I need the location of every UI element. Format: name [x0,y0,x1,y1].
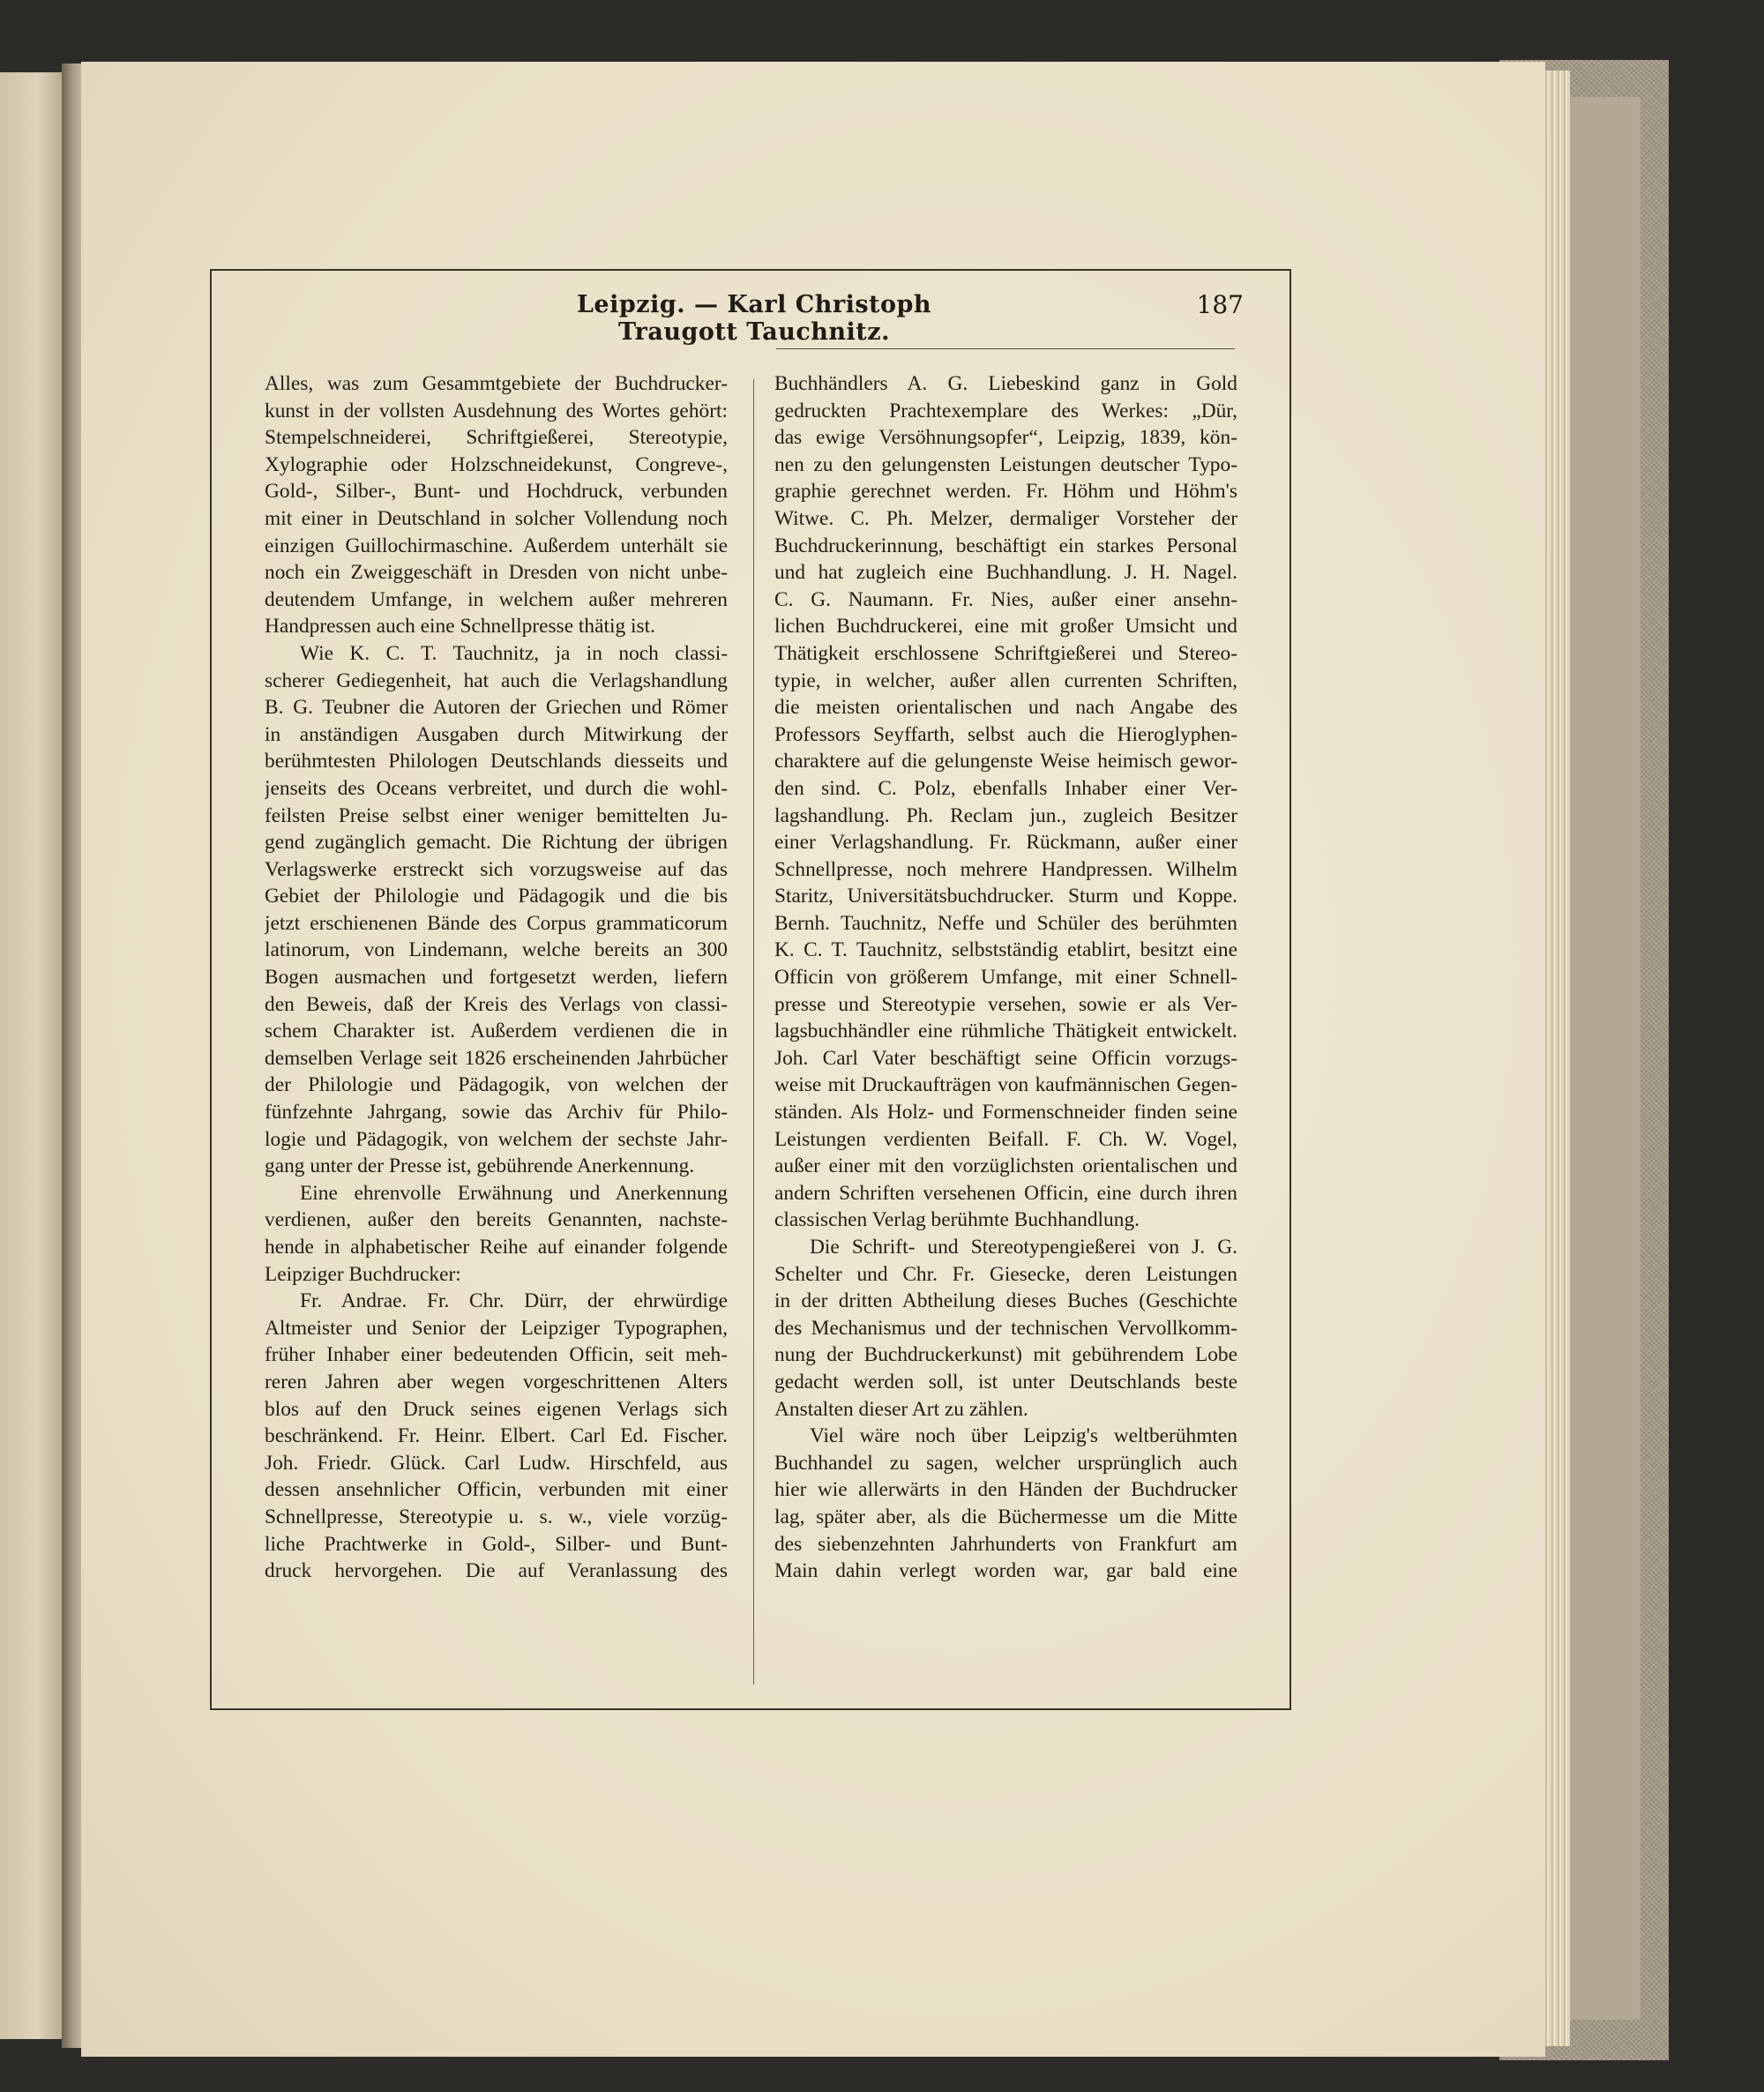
text-line: druck hervorgehen. Die auf Veranlassung des [265,1559,728,1583]
text-line: einer Verlagshandlung. Fr. Rückmann, außer einer [774,831,1237,855]
text-line: lichen Buchdruckerei, eine mit großer Umsicht und [774,615,1237,639]
text-line: Professors Seyffarth, selbst auch die Hieroglyphen- [774,722,1237,746]
text-line: gedruckten Prachtexemplare des Werkes: „Dür, [774,399,1237,422]
text-line: B. G. Teubner die Autoren der Griechen und Römer [265,696,728,720]
header-rule [776,348,1235,349]
text-line: scherer Gediegenheit, hat auch die Verlagshandlung [265,669,728,692]
text-line: Thätigkeit erschlossene Schriftgießerei und Stereo- [774,641,1237,665]
text-line: einzigen Guillochirmaschine. Außerdem unterhält sie [265,534,728,557]
book-cover-board [1561,97,1641,2020]
text-line: verdienen, außer den bereits Genannten, nachste- [265,1208,728,1232]
running-head: Leipzig. — Karl Christoph Traugott Tauchnitz. [576,291,932,346]
text-line: der Philologie und Pädagogik, von welchen der [265,1073,728,1097]
text-line: Anstalten dieser Art zu zählen. [774,1397,1028,1421]
text-line: beschränkend. Fr. Heinr. Elbert. Carl Ed. Fischer. [265,1424,728,1448]
text-line: demselben Verlage seit 1826 erscheinenden Jahrbücher [265,1046,728,1070]
text-line: Handpressen auch eine Schnellpresse thätig ist. [265,615,655,639]
text-line: weise mit Druckaufträgen von kaufmännischen Gegen- [774,1073,1237,1097]
text-line: Schnellpresse, noch mehrere Handpressen. Wilhelm [774,857,1237,881]
text-line: nen zu den gelungensten Leistungen deutscher Typo- [774,452,1237,476]
text-line: hier wie allerwärts in den Händen der Buchdrucker [774,1478,1237,1502]
column-divider [753,379,754,1685]
text-line: Die Schrift- und Stereotypengießerei von J. G. [810,1236,1237,1259]
text-line: in der dritten Abtheilung dieses Buches (Geschichte [774,1289,1237,1313]
text-line: jenseits des Oceans verbreitet, und durch die wohl- [265,776,728,800]
page-number: 187 [1196,290,1244,319]
text-line: Gold-, Silber-, Bunt- und Hochdruck, verbunden [265,480,728,504]
text-line: charaktere auf die gelungenste Weise heimisch gewor- [774,750,1237,773]
text-line: Staritz, Universitätsbuchdrucker. Sturm und Koppe. [774,885,1237,908]
text-line: des siebenzehnten Jahrhunderts von Frankfurt am [774,1532,1237,1556]
text-line: blos auf den Druck seines eigenen Verlags sich [265,1397,728,1421]
text-line: das ewige Versöhnungsopfer“, Leipzig, 1839, kön- [774,426,1237,450]
text-line: Gebiet der Philologie und Pädagogik und die bis [265,885,728,908]
text-line: fünfzehnte Jahrgang, sowie das Archiv für Philo- [265,1101,728,1124]
text-line: den Beweis, daß der Kreis des Verlags von classi- [265,992,728,1016]
text-line: berühmtesten Philologen Deutschlands diesseits und [265,750,728,773]
text-line: früher Inhaber einer bedeutenden Officin, seit meh- [265,1343,728,1367]
previous-page-edge [0,72,62,2039]
text-line: lagshandlung. Ph. Reclam jun., zugleich Besitzer [774,803,1237,827]
text-line: schem Charakter ist. Außerdem verdienen die in [265,1020,728,1043]
text-line: Stempelschneiderei, Schriftgießerei, Stereotypie, [265,426,728,450]
text-line: graphie gerechnet werden. Fr. Höhm und Höhm's [774,480,1237,504]
text-line: Joh. Carl Vater beschäftigt seine Officin vorzugs- [774,1046,1237,1070]
text-line: Joh. Friedr. Glück. Carl Ludw. Hirschfeld, aus [265,1451,728,1475]
text-line: Xylographie oder Holzschneidekunst, Congreve-, [265,452,728,476]
text-line: Buchhändlers A. G. Liebeskind ganz in Gold [774,372,1237,395]
text-line: Altmeister und Senior der Leipziger Typographen, [265,1316,728,1340]
text-line: Buchdruckerinnung, beschäftigt ein starkes Personal [774,534,1237,557]
text-line: typie, in welcher, außer allen currenten Schriften, [774,669,1237,692]
text-line: Buchhandel zu sagen, welcher ursprünglich auch [774,1451,1237,1475]
text-line: kunst in der vollsten Ausdehnung des Wortes gehört: [265,399,728,422]
text-line: in anständigen Ausgaben durch Mitwirkung der [265,722,728,746]
text-line: noch ein Zweiggeschäft in Dresden von nicht unbe- [265,561,728,585]
text-line: andern Schriften versehenen Officin, eine durch ihren [774,1181,1237,1205]
text-line: feilsten Preise selbst einer weniger bemittelten Ju- [265,803,728,827]
text-line: Bernh. Tauchnitz, Neffe und Schüler des berühmten [774,911,1237,935]
text-line: Wie K. C. T. Tauchnitz, ja in noch classi- [300,641,728,665]
text-line: Schelter und Chr. Fr. Giesecke, deren Leistungen [774,1262,1237,1286]
text-line: latinorum, von Lindemann, welche bereits an 300 [265,938,728,962]
text-line: classischen Verlag berühmte Buchhandlung. [774,1208,1140,1232]
right-text-column [774,370,1237,1585]
text-line: den sind. C. Polz, ebenfalls Inhaber einer Ver- [774,776,1237,800]
text-line: Verlagswerke erstreckt sich vorzugsweise auf das [265,857,728,881]
text-line: die meisten orientalischen und nach Angabe des [774,696,1237,720]
text-line: gedacht werden soll, ist unter Deutschlands beste [774,1370,1237,1393]
text-line: lag, später aber, als die Büchermesse um die Mitte [774,1505,1237,1528]
text-line: lagsbuchhändler eine rühmliche Thätigkeit entwickelt. [774,1020,1237,1043]
text-line: dessen ansehnlicher Officin, verbunden mit einer [265,1478,728,1502]
text-line: liche Prachtwerke in Gold-, Silber- und Bunt- [265,1532,728,1556]
text-line: Bogen ausmachen und fortgesetzt werden, liefern [265,966,728,990]
text-line: nung der Buchdruckerkunst) mit gebührendem Lobe [774,1343,1237,1367]
text-line: außer einer mit den vorzüglichsten orientalischen und [774,1154,1237,1178]
text-line: des Mechanismus und der technischen Vervollkomm- [774,1316,1237,1340]
text-line: Alles, was zum Gesammtgebiete der Buchdrucker- [265,372,728,395]
text-line: mit einer in Deutschland in solcher Vollendung noch [265,506,728,530]
text-line: jetzt erschienenen Bände des Corpus grammaticorum [265,911,728,935]
text-line: presse und Stereotypie versehen, sowie er als Ver- [774,992,1237,1016]
text-line: gend zugänglich gemacht. Die Richtung der übrigen [265,831,728,855]
text-line: Fr. Andrae. Fr. Chr. Dürr, der ehrwürdige [300,1289,728,1313]
text-line: hende in alphabetischer Reihe auf einander folgende [265,1236,728,1259]
text-line: Leistungen verdienten Beifall. F. Ch. W. Vogel, [774,1127,1237,1151]
text-line: und hat zugleich eine Buchhandlung. J. H. Nagel. [774,561,1237,585]
text-line: gang unter der Presse ist, gebührende Anerkennung. [265,1154,695,1178]
text-line: K. C. T. Tauchnitz, selbstständig etablirt, besitzt eine [774,938,1237,962]
text-line: Witwe. C. Ph. Melzer, dermaliger Vorsteher der [774,506,1237,530]
text-line: Main dahin verlegt worden war, gar bald eine [774,1559,1237,1583]
text-line: Viel wäre noch über Leipzig's weltberühmten [810,1424,1237,1448]
text-line: deutendem Umfange, in welchem außer mehreren [265,587,728,611]
text-line: Eine ehrenvolle Erwähnung und Anerkennung [300,1181,728,1205]
text-line: Leipziger Buchdrucker: [265,1262,461,1286]
text-line: Officin von größerem Umfange, mit einer Schnell- [774,966,1237,990]
left-text-column [265,370,728,1585]
text-line: ständen. Als Holz- und Formenschneider finden seine [774,1101,1237,1124]
text-line: Schnellpresse, Stereotypie u. s. w., viele vorzüg- [265,1505,728,1528]
text-line: C. G. Naumann. Fr. Nies, außer einer ansehn- [774,587,1237,611]
text-line: logie und Pädagogik, von welchem der sechste Jahr- [265,1127,728,1151]
text-line: reren Jahren aber wegen vorgeschrittenen Alters [265,1370,728,1393]
